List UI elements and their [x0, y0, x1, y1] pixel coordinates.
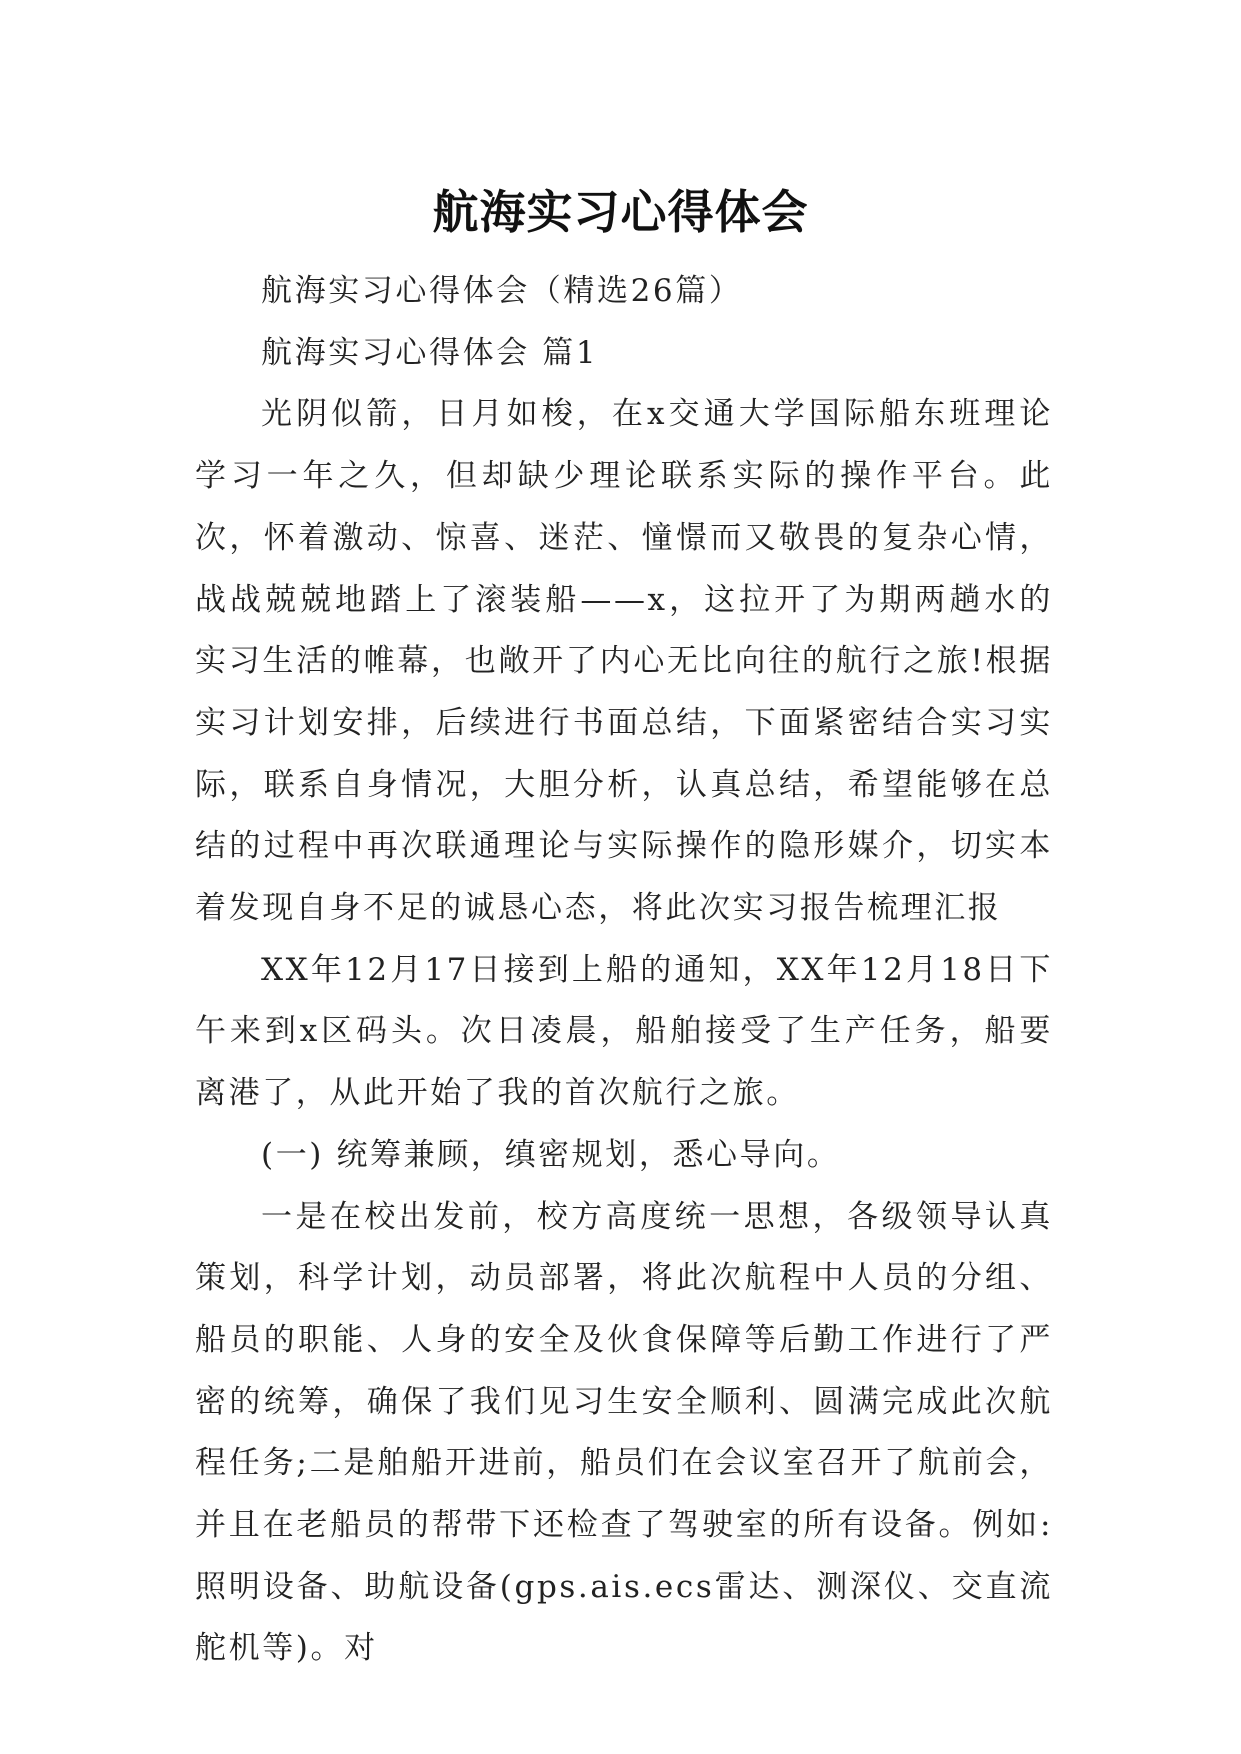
- subsection-heading: (一) 统筹兼顾，缜密规划，悉心导向。: [261, 1136, 841, 1173]
- document-title: 航海实习心得体会: [432, 184, 809, 239]
- section-heading: 航海实习心得体会 篇1: [261, 334, 599, 371]
- subtitle-paragraph: 航海实习心得体会（精选26篇）: [261, 273, 743, 309]
- document-body: [195, 261, 1053, 1680]
- body-paragraph: 光阴似箭，日月如梭，在x交通大学国际船东班理论学习一年之久，但却缺少理论联系实际的操作平台。此次，怀着激动、惊喜、迷茫、憧憬而又敬畏的复杂心情，战战兢兢地踏上了滚装船——x，这拉开了为期两趟水的实习生活的帷幕，也敞开了内心无比向往的航行之旅!根据实习计划安排，后续进行书面总结，下面紧密结合实习实际，联系自身情况，大胆分析，认真总结，希望能够在总结的过程中再次联通理论与实际操作的隐形媒介，切实本着发现自身不足的诚恳心态，将此次实习报告梳理汇报: [195, 396, 1053, 927]
- body-paragraph: 一是在校出发前，校方高度统一思想，各级领导认真策划，科学计划，动员部署，将此次航程中人员的分组、船员的职能、人身的安全及伙食保障等后勤工作进行了严密的统筹，确保了我们见习生安全顺利、圆满完成此次航程任务;二是舶船开进前，船员们在会议室召开了航前会，并且在老船员的帮带下还检查了驾驶室的所有设备。例如:照明设备、助航设备(gps.ais.ecs雷达、测深仪、交直流舵机等)。对: [195, 1198, 1053, 1667]
- body-paragraph: XX年12月17日接到上船的通知，XX年12月18日下午来到x区码头。次日凌晨，船舶接受了生产任务，船要离港了，从此开始了我的首次航行之旅。: [195, 951, 1053, 1112]
